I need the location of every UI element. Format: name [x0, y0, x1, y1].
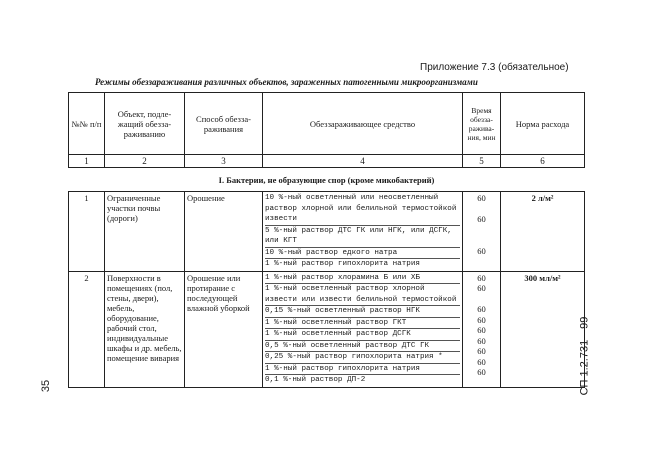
time-item: 60: [477, 283, 486, 293]
page-number: 35: [40, 379, 53, 393]
method-cell: Орошение: [185, 192, 263, 272]
time-item: 60: [477, 314, 486, 325]
time-item: 60: [477, 245, 486, 256]
agent-item: 1 %-ный раствор гипохлорита натрия: [265, 364, 460, 376]
time-item: 60: [477, 356, 486, 367]
header-cell: Обеззараживающее средство: [263, 93, 463, 155]
time-item: 60: [477, 367, 486, 377]
time-item: 60: [477, 346, 486, 356]
agent-item: 1 %-ный осветленный раствор ДСГК: [265, 329, 460, 341]
appendix-label: Приложение 7.3 (обязательное): [420, 62, 569, 73]
section-row: [69, 168, 585, 192]
object-cell: Ограниченные участки почвы (дороги): [105, 192, 185, 272]
agent-item: 1 %-ный раствор гипохлорита натрия: [265, 260, 420, 268]
column-number-row: [69, 155, 585, 168]
header-row: [69, 93, 585, 155]
time-cell: [463, 271, 501, 387]
agent-item: 10 %-ный осветленный или неосветленный раствор хлорной или белильной термостойкой извести: [265, 193, 460, 226]
time-item: 60: [477, 304, 486, 314]
agent-item: 0,25 %-ный раствор гипохлорита натрия *: [265, 352, 460, 364]
row-number: 2: [69, 271, 105, 387]
table-row: [69, 271, 585, 387]
header-cell: Способ обезза-раживания: [185, 93, 263, 155]
time-item: 60: [477, 214, 486, 224]
agent-item: 1 %-ный раствор хлорамина Б или ХБ: [265, 273, 460, 285]
time-item: 60: [477, 335, 486, 346]
rate-cell: 300 мл/м²: [501, 271, 585, 387]
agent-cell: [263, 271, 463, 387]
time-item: [465, 235, 498, 246]
time-item: 60: [477, 325, 486, 335]
agent-cell: [263, 192, 463, 272]
column-number: 6: [501, 155, 585, 168]
column-number: 3: [185, 155, 263, 168]
header-cell: Объект, подле-жащий обезза-раживанию: [105, 93, 185, 155]
table-row: [69, 192, 585, 272]
header-cell: №№ п/п: [69, 93, 105, 155]
column-number: 1: [69, 155, 105, 168]
header-cell: Норма расхода: [501, 93, 585, 155]
agent-item: 0,1 %-ный раствор ДП-2: [265, 376, 366, 384]
object-cell: Поверхности в помещениях (пол, стены, двери), мебель, оборудование, рабочий стол, индивидуальные шкафы и др. мебель, помещение вивария: [105, 271, 185, 387]
method-cell: Орошение или протирание с последующей влажной уборкой: [185, 271, 263, 387]
agent-item: 5 %-ный раствор ДТС ГК или НГК, или ДСГК, или КГТ: [265, 226, 460, 248]
time-item: 60: [477, 193, 486, 203]
header-cell: Время обезза-ражива-ния, мин: [463, 93, 501, 155]
column-number: 2: [105, 155, 185, 168]
rate-cell: 2 л/м²: [501, 192, 585, 272]
column-number: 4: [263, 155, 463, 168]
agent-item: 1 %-ный осветленный раствор ГКТ: [265, 318, 460, 330]
disinfection-table: [68, 92, 585, 388]
time-item: 60: [477, 272, 486, 283]
agent-item: 0,15 %-ный осветленный раствор НГК: [265, 306, 460, 318]
time-cell: [463, 192, 501, 272]
section-heading: I. Бактерии, не образующие спор (кроме микобактерий): [69, 168, 585, 192]
agent-item: 10 %-ный раствор едкого натра: [265, 248, 460, 260]
column-number: 5: [463, 155, 501, 168]
agent-item: 1 %-ный осветленный раствор хлорной извести или извести белильной термостойкой: [265, 284, 460, 306]
document-code: СП 1.2.731—99: [578, 316, 591, 396]
table-title: Режимы обеззараживания различных объектов, зараженных патогенными микроорганизмами: [95, 77, 478, 87]
agent-item: 0,5 %-ный осветленный раствор ДТС ГК: [265, 341, 460, 353]
row-number: 1: [69, 192, 105, 272]
